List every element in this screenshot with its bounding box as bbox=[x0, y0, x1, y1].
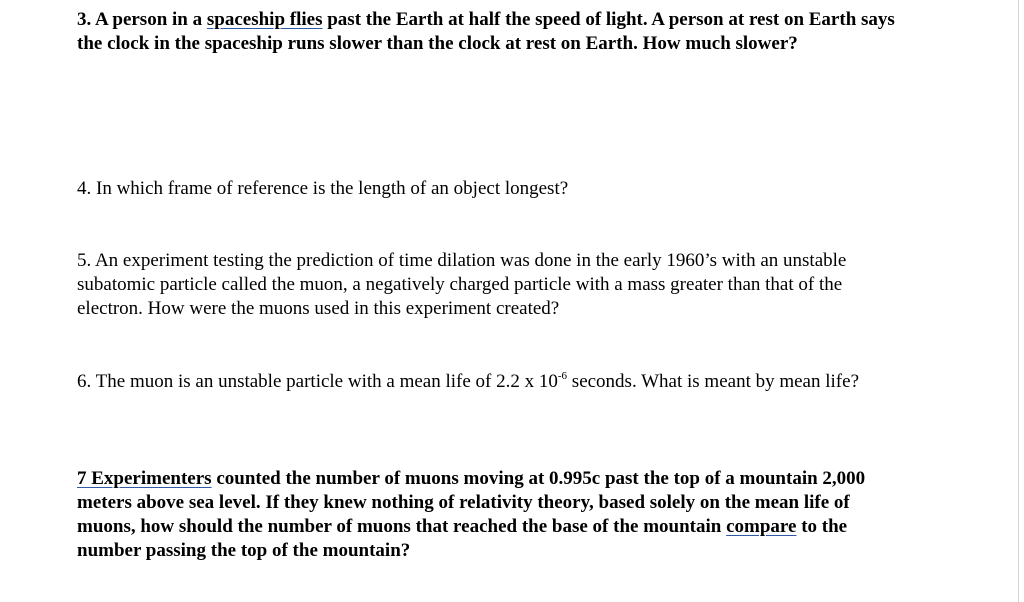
question-7-text-middle: counted the number of muons moving at 0.995c past the top of a mountain 2,000 meters above sea level. If they knew nothing of relativity theory, based solely on the mean life of muons, how should the number of muons that reached the base of the mountain bbox=[77, 468, 866, 537]
spell-flag-spaceship-flies[interactable]: spaceship flies bbox=[206, 9, 323, 30]
question-6 bbox=[77, 370, 907, 394]
question-7-text-end: to the number passing the top of the mountain? bbox=[77, 516, 848, 561]
question-3-text-end: past the Earth at half the speed of light. A person at rest on Earth says the clock in the spaceship runs slower than the clock at rest on Earth. How much slower? bbox=[77, 9, 895, 54]
question-6-exponent: -6 bbox=[557, 370, 568, 382]
question-6-text-start: 6. The muon is an unstable particle with a mean life of 2.2 x 10 bbox=[77, 371, 558, 392]
page-edge-divider bbox=[1018, 0, 1019, 602]
question-5-text: 5. An experiment testing the prediction of time dilation was done in the early 1960’s with an unstable subatomic particle called the muon, a negatively charged particle with a mass greater than that of the electron. How were the muons used in this experiment created? bbox=[77, 250, 847, 319]
question-3 bbox=[77, 8, 907, 56]
question-7 bbox=[77, 467, 907, 563]
spell-flag-experimenters[interactable]: 7 Experimenters bbox=[77, 468, 212, 489]
spell-flag-compare[interactable]: compare bbox=[726, 516, 797, 537]
question-4 bbox=[77, 177, 907, 201]
question-3-text-start: 3. A person in a bbox=[77, 9, 207, 30]
question-6-text-end: seconds. What is meant by mean life? bbox=[567, 371, 859, 392]
question-4-text: 4. In which frame of reference is the length of an object longest? bbox=[77, 178, 569, 199]
question-5 bbox=[77, 249, 907, 321]
